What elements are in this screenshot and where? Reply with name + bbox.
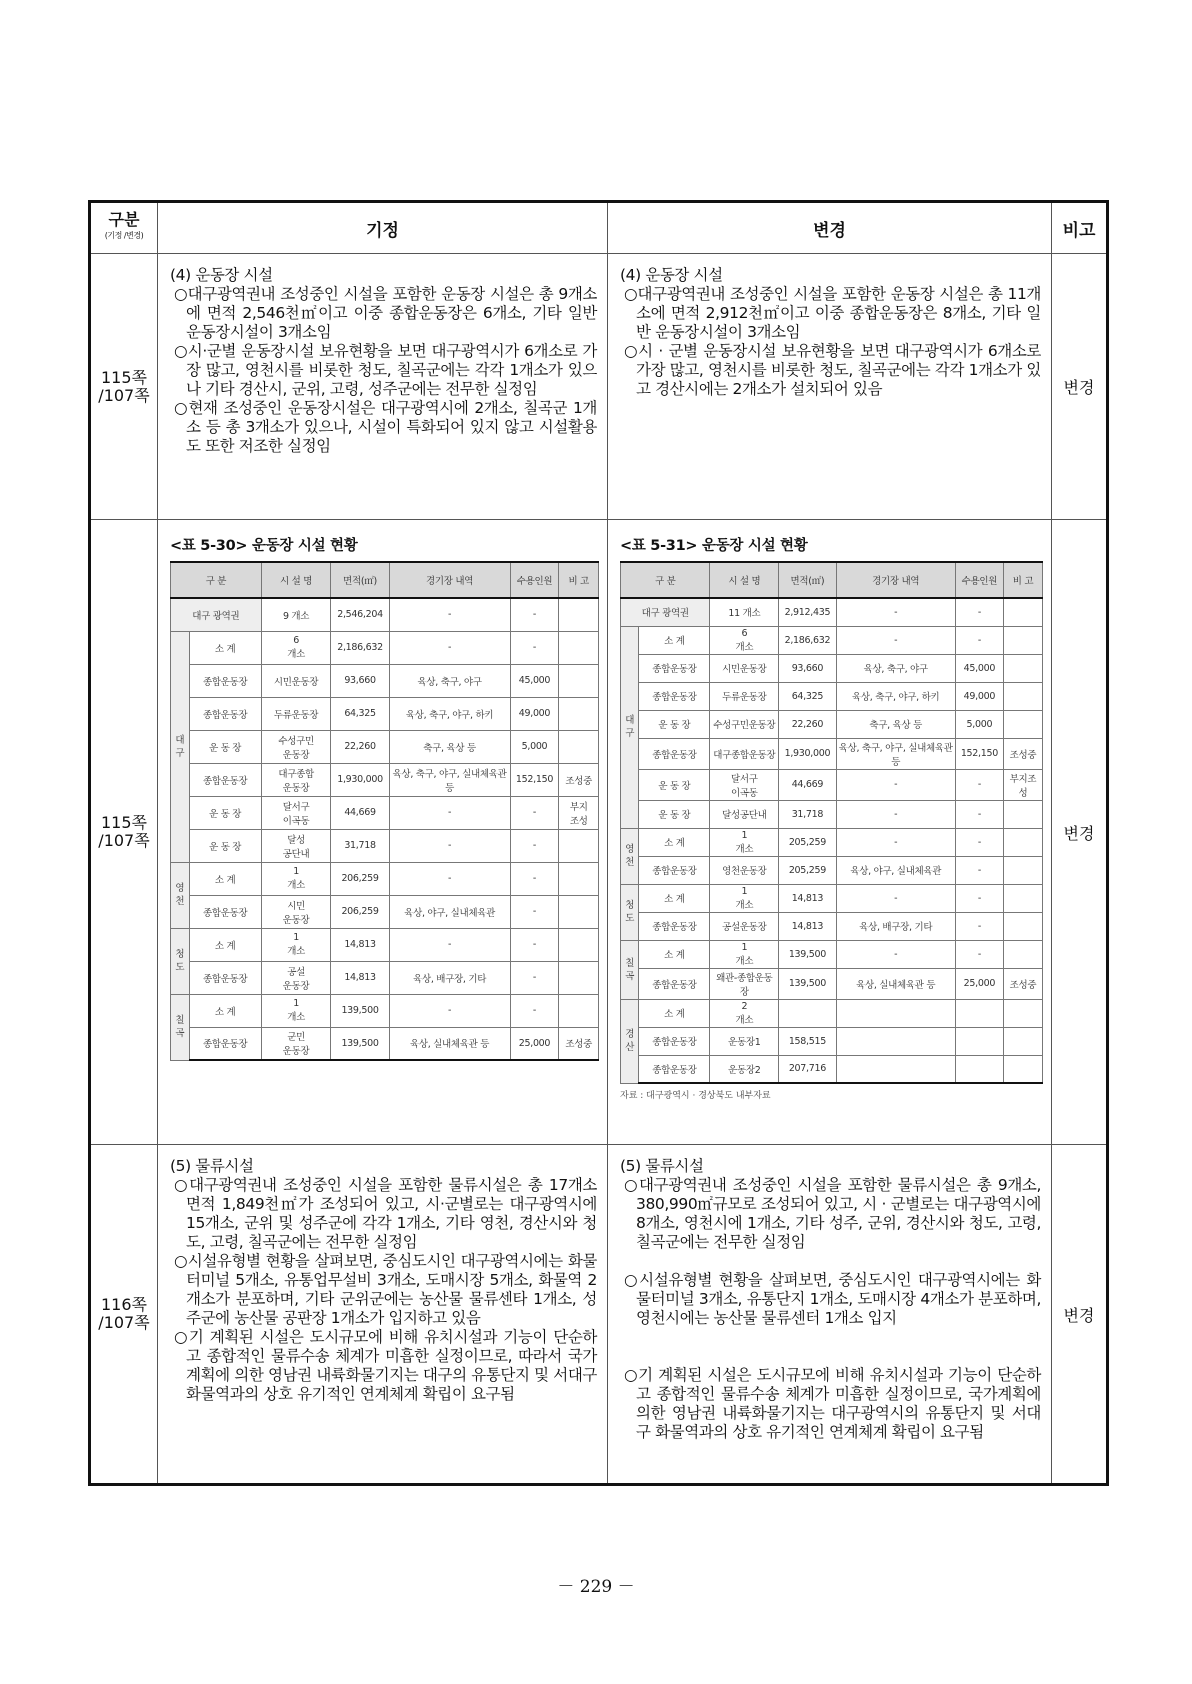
changed-text [608,1145,1051,1452]
changed-cell [608,1145,1052,1485]
sports-table-existing [170,561,599,1061]
page-ref [90,520,158,1145]
region-label: 칠 곡 [621,940,639,999]
region-label: 청 도 [621,884,639,940]
existing-cell [158,520,608,1145]
sports-table-changed [620,561,1043,1084]
table-row: 운 동 장 달성 공단내 31,718 - - [171,829,599,862]
table-row: 종합운동장 두류운동장 64,325 육상, 축구, 야구, 하키 49,000 [171,697,599,730]
bullet: ○시설유형별 현황을 살펴보면, 중심도시인 대구광역시에는 화물터미널 3개소, 유통단지 1개소, 도매시장 4개소가 분포하며, 영천시에는 농산물 물류센터 1개소 입지 [624,1271,1041,1327]
th-col: 수용인원 [510,562,559,598]
table-row: 청 도 소 계 1 개소 14,813 - - [171,928,599,961]
table-row: 종합운동장 운동장1 158,515 [621,1027,1043,1055]
region-label: 영 천 [171,862,190,928]
table-row: 종합운동장 대구종합운동장 1,930,000 육상, 축구, 야구, 실내체육관 등 152,150 조성중 [621,738,1043,769]
section-title: (5) 물류시설 [170,1157,254,1175]
page-ref-2: /107쪽 [98,831,150,850]
page-ref-2: /107쪽 [98,385,150,405]
comparison-table [88,200,1109,1486]
note-cell: 변경 [1052,520,1108,1145]
page-number: － 229 － [557,1577,635,1597]
table-row: 청 도 소 계 1 개소 14,813 - - [621,884,1043,912]
table-row: 종합운동장 공설운동장 14,813 육상, 배구장, 기타 - [621,912,1043,940]
th-col: 비 고 [559,562,599,598]
table-row: 대 구 소 계 6 개소 2,186,632 - - [171,631,599,664]
region-label: 경 산 [621,999,639,1083]
table-row: 칠 곡 소 계 1 개소 139,500 - - [171,994,599,1027]
th-col: 경기장 내역 [389,562,510,598]
note-cell: 변경 [1052,254,1108,520]
th-category: 구 분 [171,562,262,598]
page-ref-1: 115쪽 [101,813,147,832]
header-changed: 변경 [608,202,1052,254]
section-title: (4) 운동장 시설 [620,266,723,284]
table-row: 칠 곡 소 계 1 개소 139,500 - - [621,940,1043,968]
existing-text [158,254,607,466]
table-row: 대 구 소 계 6 개소 2,186,632 - - [621,626,1043,654]
table-row: 운 동 장 수성구민 운동장 22,260 축구, 육상 등 5,000 [171,730,599,763]
section-title: (5) 물류시설 [620,1157,704,1175]
table-row: 영 천 소 계 1 개소 205,259 - - [621,828,1043,856]
bullet: ○기 계획된 시설은 도시규모에 비해 유치시설과 기능이 단순하고 종합적인 물류수송 체계가 미흡한 실정이므로, 따라서 국가계획에 의한 영남권 내륙화물기지는 대구의 유통단지 및 서대구 화물역과의 상호 유기적인 연계체계 확립이 요구됨 [174,1328,597,1403]
table-row: 종합운동장 운동장2 207,716 [621,1055,1043,1083]
table-row: 운 동 장 달성공단내 31,718 - - [621,800,1043,828]
bullet: ○대구광역권내 조성중인 시설을 포함한 운동장 시설은 총 9개소에 면적 2,546천㎡이고 이중 종합운동장은 6개소, 기타 일반 운동장시설이 3개소임 [174,285,597,341]
table-row: 종합운동장 왜관-종합운동장 139,500 육상, 실내체육관 등 25,000 조성중 [621,968,1043,999]
bullet: ○대구광역권내 조성중인 시설을 포함한 물류시설은 총 17개소 면적 1,849천㎡가 조성되어 있고, 시·군별로는 대구광역시에 15개소, 군위 및 성주군에 각각 1개소, 기타 영천, 경산시와 청도, 고령, 칠곡군에는 전무한 실정임 [174,1176,597,1251]
table-caption: <표 5-30> 운동장 시설 현황 [170,538,358,554]
header-section-sub: (기정 /변경) [104,231,144,240]
header-row [90,202,1108,254]
region-label: 영 천 [621,828,639,884]
row-sports-text [90,254,1108,520]
table-row: 종합운동장 시민운동장 93,660 육상, 축구, 야구 45,000 [621,654,1043,682]
table-row: 종합운동장 시민 운동장 206,259 육상, 야구, 실내체육관 - [171,895,599,928]
th-col: 면적(㎡) [779,562,836,598]
section-title: (4) 운동장 시설 [170,266,273,284]
changed-cell [608,254,1052,520]
row-logistics-text [90,1145,1108,1485]
page-ref-1: 115쪽 [101,367,147,387]
header-existing: 기정 [158,202,608,254]
table-row: 운 동 장 달서구 이곡동 44,669 - - 부지 조성 [171,796,599,829]
th-col: 시 설 명 [261,562,331,598]
bullet: ○대구광역권내 조성중인 시설을 포함한 물류시설은 총 9개소, 380,990㎡규모로 조성되어 있고, 시 · 군별로는 대구광역시에 8개소, 영천시에 1개소, 기타 성주, 군위, 경산시와 청도, 고령, 칠곡군에는 전무한 실정임 [624,1176,1041,1251]
changed-text [608,254,1051,409]
region-label: 대 구 [171,631,190,862]
table-source: 자료 : 대구광역시 · 경상북도 내부자료 [620,1091,771,1101]
region-label: 칠 곡 [171,994,190,1060]
bullet: ○대구광역권내 조성중인 시설을 포함한 운동장 시설은 총 11개소에 면적 2,912천㎡이고 이중 종합운동장은 8개소, 기타 일반 운동장시설이 3개소임 [624,285,1041,341]
region-label: 청 도 [171,928,190,994]
region-label: 대 구 [621,626,639,828]
table-row-total: 대구 광역권 11 개소 2,912,435 - - [621,598,1043,626]
table-row: 운 동 장 수성구민운동장 22,260 축구, 육상 등 5,000 [621,710,1043,738]
table-row: 종합운동장 군민 운동장 139,500 육상, 실내체육관 등 25,000 조성중 [171,1027,599,1060]
table-caption: <표 5-31> 운동장 시설 현황 [620,538,808,554]
table-row: 운 동 장 달서구 이곡동 44,669 - - 부지조성 [621,769,1043,800]
th-category: 구 분 [621,562,710,598]
table-header-row [171,562,599,598]
table-row: 경 산 소 계 2 개소 [621,999,1043,1027]
page-ref [90,254,158,520]
header-note: 비고 [1052,202,1108,254]
header-section [90,202,158,254]
bullet: ○시 · 군별 운동장시설 보유현황을 보면 대구광역시가 6개소로 가장 많고, 영천시를 비롯한 청도, 칠곡군에는 각각 1개소가 있고 경산시에는 2개소가 설치되어 있음 [624,342,1041,398]
changed-cell [608,520,1052,1145]
table-row: 종합운동장 영천운동장 205,259 육상, 야구, 실내체육관 - [621,856,1043,884]
bullet: ○시·군별 운동장시설 보유현황을 보면 대구광역시가 6개소로 가장 많고, 영천시를 비롯한 청도, 칠곡군에는 각각 1개소가 있으나 기타 경산시, 군위, 고령, 성주군에는 전무한 실정임 [174,342,597,398]
table-row: 종합운동장 대구종합 운동장 1,930,000 육상, 축구, 야구, 실내체육관 등 152,150 조성중 [171,763,599,796]
table-row: 영 천 소 계 1 개소 206,259 - - [171,862,599,895]
page-ref [90,1145,158,1485]
bullet: ○시설유형별 현황을 살펴보면, 중심도시인 대구광역시에는 화물터미널 5개소, 유통업무설비 3개소, 도매시장 5개소, 화물역 2개소가 분포하며, 기타 군위군에는 농산물 물류센타 1개소, 성주군에 농산물 공판장 1개소가 입지하고 있음 [174,1252,597,1327]
th-col: 경기장 내역 [836,562,955,598]
table-row-total: 대구 광역권 9 개소 2,546,204 - - [171,598,599,631]
th-col: 면적(㎡) [331,562,389,598]
header-section-label: 구분 [108,210,140,229]
note-cell: 변경 [1052,1145,1108,1485]
row-sports-table [90,520,1108,1145]
th-col: 시 설 명 [710,562,779,598]
bullet: ○현재 조성중인 운동장시설은 대구광역시에 2개소, 칠곡군 1개소 등 총 3개소가 있으나, 시설이 특화되어 있지 않고 시설활용도 또한 저조한 실정임 [174,399,597,455]
page-ref-1: 116쪽 [101,1295,147,1314]
page-ref-2: /107쪽 [98,1313,150,1332]
th-col: 비 고 [1003,562,1042,598]
bullet: ○기 계획된 시설은 도시규모에 비해 유치시설과 기능이 단순하고 종합적인 물류수송 체계가 미흡한 실정이므로, 국가계획에 의한 영남권 내륙화물기지는 대구광역시의 유통단지 및 서대구 화물역과의 상호 유기적인 연계체계 확립이 요구됨 [624,1366,1041,1441]
existing-text [158,1145,607,1414]
table-header-row [621,562,1043,598]
existing-cell [158,254,608,520]
table-row: 종합운동장 시민운동장 93,660 육상, 축구, 야구 45,000 [171,664,599,697]
table-row: 종합운동장 공설 운동장 14,813 육상, 배구장, 기타 - [171,961,599,994]
th-col: 수용인원 [955,562,1003,598]
table-row: 종합운동장 두류운동장 64,325 육상, 축구, 야구, 하키 49,000 [621,682,1043,710]
existing-cell [158,1145,608,1485]
